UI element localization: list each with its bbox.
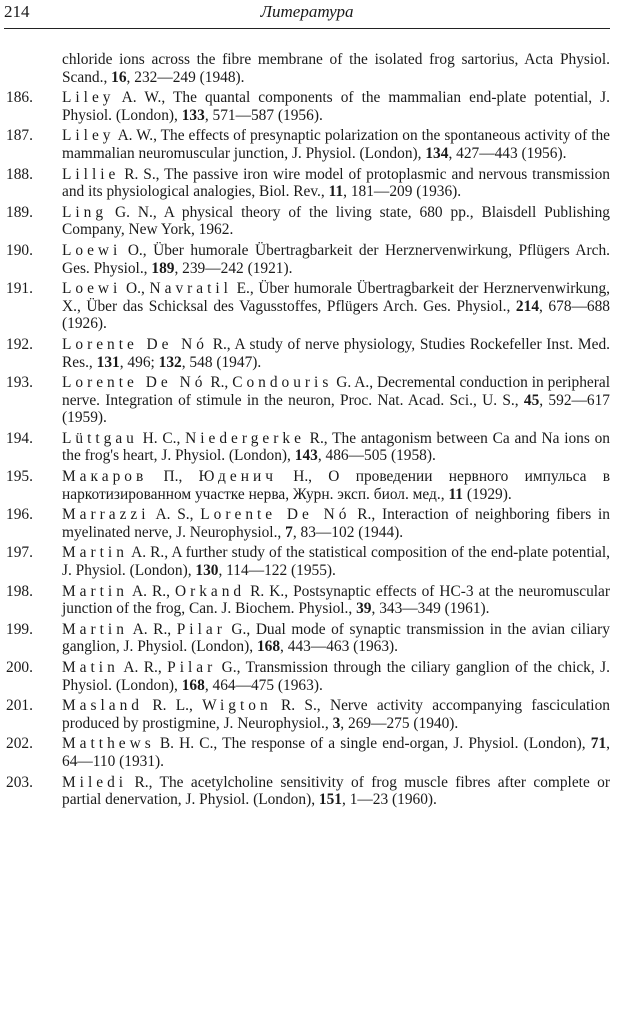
reference-entry xyxy=(4,735,610,770)
reference-text: R. K., Postsynaptic effects of HC-3 at the neuromuscular junction of the frog, Can. J. Biochem. Physiol., xyxy=(62,582,610,618)
reference-entry xyxy=(4,544,610,579)
reference-number: 189. xyxy=(6,203,33,221)
author-name: Marrazzi xyxy=(62,506,150,524)
reference-number: 187. xyxy=(6,127,33,145)
reference-entry xyxy=(4,89,610,124)
reference-text: , 239—242 (1921). xyxy=(174,259,293,277)
author-name: Navratil xyxy=(149,280,232,298)
author-name: Lorente De Nó xyxy=(200,506,351,524)
author-name: Matin xyxy=(62,659,119,676)
reference-text: H. C., xyxy=(137,429,186,447)
author-name: Martin xyxy=(62,620,128,638)
reference-number: 197. xyxy=(6,544,33,562)
reference-text: A. R., xyxy=(127,582,175,600)
reference-entry xyxy=(4,621,610,656)
volume-number: 11 xyxy=(328,183,344,201)
reference-text: R., The acetylcholine sensitivity of frog muscle fibres after complete or partial denervation, J. Physiol. (London), xyxy=(62,773,610,809)
author-name: Pilar xyxy=(176,620,226,638)
reference-text: , 181—209 (1936). xyxy=(343,183,462,201)
reference-text: A. S., xyxy=(149,506,201,524)
reference-entry xyxy=(4,166,610,201)
reference-entry xyxy=(4,336,610,371)
reference-text: A. R., xyxy=(118,659,168,676)
page-header xyxy=(4,0,610,29)
reference-entry xyxy=(4,204,610,239)
reference-number: 196. xyxy=(6,506,33,524)
volume-number: 11 xyxy=(448,485,463,503)
reference-text: , 427—443 (1956). xyxy=(448,144,567,162)
reference-entry xyxy=(4,468,610,503)
author-name: Юденич xyxy=(198,468,277,486)
author-name: Loewi xyxy=(62,241,122,259)
author-name: Masland xyxy=(62,697,144,715)
author-name: Loewi xyxy=(62,280,122,298)
volume-number: 131 xyxy=(96,353,120,371)
author-name: Niedergerke xyxy=(185,429,305,447)
reference-number: 195. xyxy=(6,468,33,486)
reference-text: G., Transmission through the ciliary ganglion of the chick, J. Physiol. (London), xyxy=(62,659,611,694)
reference-entry xyxy=(4,583,610,618)
volume-number: 130 xyxy=(195,562,219,580)
reference-text: A. R., A further study of the statistical composition of the end-plate potential, J. Physiol. (London), xyxy=(62,544,610,580)
volume-number: 189 xyxy=(151,259,175,277)
author-name: Liley xyxy=(62,127,115,145)
volume-number: 39 xyxy=(356,600,372,618)
reference-text: O., Über humorale Übertragbarkeit der Herznervenwirkung, Pflügers Arch. Ges. Physiol., xyxy=(62,241,610,277)
author-name: Liley xyxy=(62,89,115,107)
reference-text: , 64—110 (1931). xyxy=(62,735,610,770)
author-name: Pilar xyxy=(167,659,217,676)
reference-entry xyxy=(4,374,610,427)
author-name: Orkand xyxy=(174,582,246,600)
reference-text: , 269—275 (1940). xyxy=(340,714,459,732)
reference-text: , 1—23 (1960). xyxy=(342,791,437,809)
author-name: Lüttgau xyxy=(62,429,138,447)
author-name: Lillie xyxy=(62,165,120,183)
reference-text: , 443—463 (1963). xyxy=(280,638,399,656)
author-name: Martin xyxy=(62,582,128,600)
volume-number: 143 xyxy=(294,447,318,465)
author-name: Martin xyxy=(62,544,128,562)
reference-text: R., xyxy=(206,374,233,392)
reference-entry xyxy=(4,659,610,694)
reference-text: R., A study of nerve physiology, Studies Rockefeller Inst. Med. Res., xyxy=(62,335,610,371)
page-number: 214 xyxy=(4,2,30,21)
reference-entry xyxy=(4,774,610,809)
reference-text: R., The antagonism between Ca and Na ions on the frog's heart, J. Physiol. (London), xyxy=(62,429,611,465)
reference-number: 202. xyxy=(6,735,33,753)
reference-text: , 496; xyxy=(119,353,159,371)
reference-text: G., Dual mode of synaptic transmission in the avian ciliary ganglion, J. Physiol. (London), xyxy=(62,620,610,656)
reference-text: (1929). xyxy=(462,485,512,503)
reference-text: R. L., xyxy=(143,697,203,715)
reference-text: A. W., The quantal components of the mammalian end-plate potential, J. Physiol. (London), xyxy=(62,89,610,124)
reference-text: R., Interaction of neighboring fibers in myelinated nerve, J. Neurophysiol., xyxy=(62,506,610,541)
volume-number: 16 xyxy=(111,68,127,86)
reference-entry xyxy=(4,127,610,162)
volume-number: 7 xyxy=(285,523,293,541)
reference-number: 199. xyxy=(6,620,33,638)
author-name: Miledi xyxy=(62,773,128,791)
reference-text: O., xyxy=(121,280,150,298)
volume-number: 151 xyxy=(318,791,342,809)
volume-number: 214 xyxy=(515,297,540,315)
reference-text: E., Über humorale Übertragbarkeit der Herznervenwirkung, X., Über das Schicksal des Vagusstoffes, Pflügers Arch. Ges. Physiol., xyxy=(62,280,610,315)
volume-number: 133 xyxy=(181,106,205,124)
volume-number: 45 xyxy=(523,391,540,409)
reference-number: 194. xyxy=(6,429,33,447)
reference-text: A. R., xyxy=(127,620,177,638)
reference-text: G. A., Decremental conduction in peripheral nerve. Integration of stimule in the neuron, Proc. Nat. Acad. Sci., U. S., xyxy=(62,374,610,409)
reference-text: R. S., Nerve activity accompanying fasciculation produced by prostigmine, J. Neurophysiol., xyxy=(62,697,610,732)
author-name: Ling xyxy=(62,203,108,221)
reference-text: R. S., The passive iron wire model of protoplasmic and nervous transmission and its physiological analogies, Biol. Rev., xyxy=(62,165,610,201)
author-name: Lorente De Nó xyxy=(62,335,208,353)
reference-list xyxy=(4,51,610,809)
reference-text: G. N., A physical theory of the living state, 680 pp., Blaisdell Publishing Company, New York, 1962. xyxy=(62,203,610,239)
reference-text: , 678—688 (1926). xyxy=(62,297,610,333)
reference-number: 198. xyxy=(6,582,33,600)
reference-entry xyxy=(4,430,610,465)
reference-entry xyxy=(4,242,610,277)
reference-number: 200. xyxy=(6,659,33,676)
volume-number: 3 xyxy=(332,714,341,732)
reference-number: 186. xyxy=(6,89,33,107)
reference-entry xyxy=(4,51,610,86)
reference-entry xyxy=(4,697,610,732)
author-name: Lorente De Nó xyxy=(62,374,207,392)
reference-number: 188. xyxy=(6,165,33,183)
author-name: Matthews xyxy=(62,735,155,753)
reference-number: 203. xyxy=(6,773,33,791)
author-name: Wigton xyxy=(202,697,272,715)
author-name: Condouris xyxy=(232,374,333,392)
reference-text: , 548 (1947). xyxy=(181,353,262,371)
reference-text: , 592—617 (1959). xyxy=(62,391,610,427)
volume-number: 168 xyxy=(256,638,281,656)
reference-entry xyxy=(4,280,610,333)
reference-text: chloride ions across the fibre membrane of the isolated frog sartorius, Acta Physiol. Scand., xyxy=(62,51,610,86)
reference-text: A. W., The effects of presynaptic polarization on the spontaneous activity of the mammalian neuromuscular junction, J. Physiol. (London), xyxy=(62,127,610,162)
volume-number: 168 xyxy=(181,676,205,694)
reference-text: , 571—587 (1956). xyxy=(204,106,323,124)
reference-number: 193. xyxy=(6,374,33,392)
reference-entry xyxy=(4,506,610,541)
reference-text: B. H. C., The response of a single end-organ, J. Physiol. (London), xyxy=(154,735,591,753)
reference-text: , 464—475 (1963). xyxy=(204,676,323,694)
reference-number: 191. xyxy=(6,280,33,298)
reference-text: П., xyxy=(147,468,199,486)
author-name: Макаров xyxy=(62,468,148,486)
reference-number: 190. xyxy=(6,241,33,259)
reference-text: , 343—349 (1961). xyxy=(371,600,490,618)
volume-number: 132 xyxy=(158,353,182,371)
reference-text: , 83—102 (1944). xyxy=(292,523,404,541)
volume-number: 134 xyxy=(425,144,449,162)
reference-text: Н., О проведении нервного импульса в наркотизированном участке нерва, Журн. эксп. биол. мед., xyxy=(62,468,610,503)
reference-number: 201. xyxy=(6,697,33,715)
reference-text: , 232—249 (1948). xyxy=(126,68,245,86)
running-title: Литература xyxy=(260,2,354,21)
volume-number: 71 xyxy=(590,735,607,753)
reference-text: , 114—122 (1955). xyxy=(218,562,336,580)
reference-text: , 486—505 (1958). xyxy=(317,447,436,465)
reference-number: 192. xyxy=(6,335,33,353)
